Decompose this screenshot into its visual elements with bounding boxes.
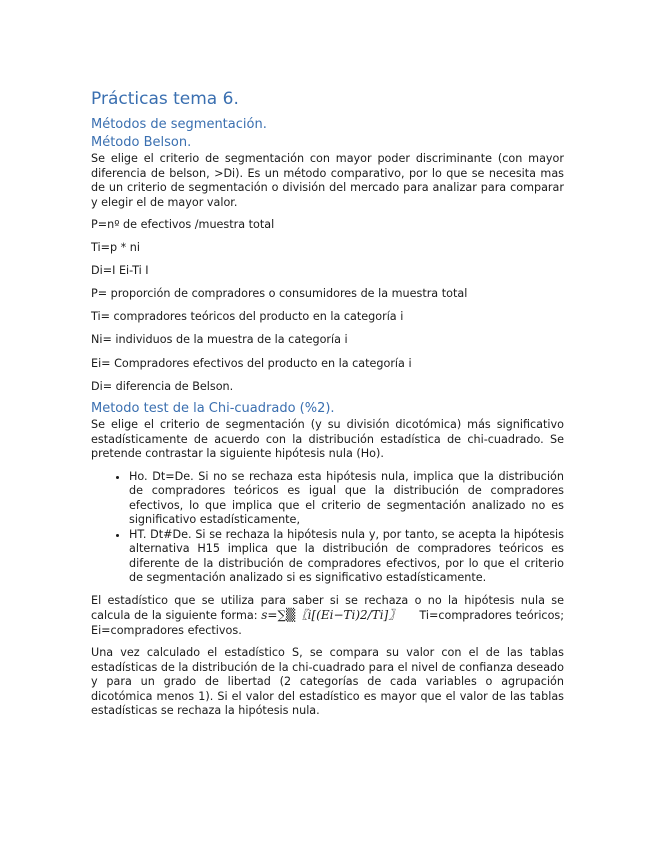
definition-line: P= proporción de compradores o consumidores de la muestra total	[91, 287, 468, 301]
page-title: Prácticas tema 6.	[91, 89, 239, 109]
definition-line: Ei= Compradores efectivos del producto en la categoría i	[91, 356, 412, 370]
document-page	[91, 88, 564, 719]
section-heading-belson: Método Belson.	[91, 135, 192, 150]
statistic-paragraph	[91, 594, 564, 639]
belson-definitions	[91, 218, 564, 394]
chi-intro: Se elige el criterio de segmentación (y su división dicotómica) más significativo estadísticamente de acuerdo con la distribución estadística de chi-cuadrado. Se pretende contrastar la siguiente hipótesis nula (Ho).	[91, 418, 564, 461]
definition-line: Di=I Ei-Ti I	[91, 264, 149, 278]
statistic-legend: Ti=compradores teóricos; Ei=compradores efectivos.	[91, 609, 565, 637]
definition-line: Ni= individuos de la muestra de la categoría i	[91, 333, 348, 347]
belson-intro: Se elige el criterio de segmentación con mayor poder discriminante (con mayor diferencia de belson, >Di). Es un método comparativo, por lo que se necesita mas de un criterio de segmentación o división del mercado para analizar para comparar y elegir el de mayor valor.	[91, 152, 564, 209]
statistic-text: El estadístico que se utiliza para saber si se rechaza o no la hipótesis nula se calcula de la siguiente forma:	[91, 593, 564, 623]
definition-line: Ti=p * ni	[91, 241, 140, 255]
conclusion-paragraph: Una vez calculado el estadístico S, se compara su valor con el de las tablas estadísticas de la distribución de la chi-cuadrado para el nivel de confianza deseado y para un grado de libertad (2 categorías de cada variables o agrupación dicotómica menos 1). Si el valor del estadístico es mayor que el valor de las tablas estadísticas se rechaza la hipótesis nula.	[91, 646, 564, 718]
definition-line: Ti= compradores teóricos del producto en la categoría i	[91, 310, 404, 324]
section-heading-segmentation: Métodos de segmentación.	[91, 117, 267, 132]
list-item: • HT. Dt#De. Si se rechaza la hipótesis nula y, por tanto, se acepta la hipótesis alternativa H15 implica que la distribución de compradores teóricos es diferente de la distribución de compradores efectivos, por lo que el criterio de segmentación analizado si es significativo estadísticamente.	[129, 528, 564, 586]
chi-square-formula: s=∑▒〖i[(Ei−Ti)2/Ti]〗	[261, 608, 401, 623]
section-heading-chi-square: Metodo test de la Chi-cuadrado (%2).	[91, 401, 335, 417]
definition-line: P=nº de efectivos /muestra total	[91, 218, 275, 231]
list-item: • Ho. Dt=De. Si no se rechaza esta hipótesis nula, implica que la distribución de compradores teóricos es igual que la distribución de compradores efectivos, lo que implica que el criterio de segmentación analizado no es significativo estadísticamente,	[129, 470, 564, 528]
definition-line: Di= diferencia de Belson.	[91, 379, 234, 393]
hypothesis-list	[91, 470, 564, 586]
